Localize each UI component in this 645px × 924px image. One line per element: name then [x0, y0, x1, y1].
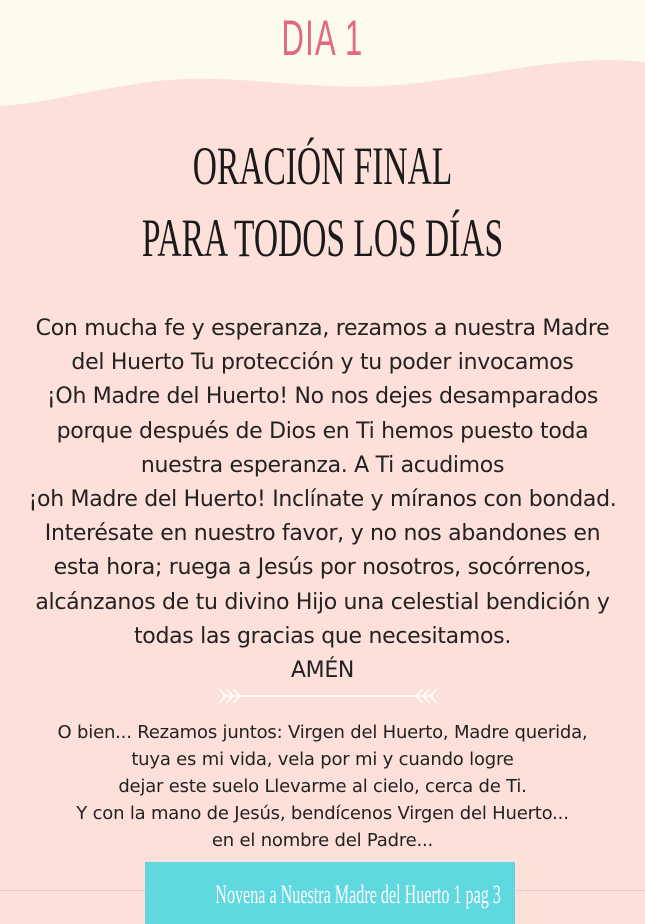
prayer-line: Interésate en nuestro favor, y no nos abandones en — [44, 521, 601, 547]
alt-prayer-line: O bien... Rezamos juntos: Virgen del Huerto, Madre querida, — [57, 722, 588, 743]
alt-prayer-line: tuya es mi vida, vela por mi y cuando logre — [131, 749, 514, 770]
prayer-line: alcánzanos de tu divino Hijo una celestial bendición y — [35, 589, 610, 615]
footer-banner — [145, 862, 515, 924]
final-prayer-text — [0, 312, 645, 688]
prayer-line: ¡oh Madre del Huerto! Inclínate y míranos con bondad. — [28, 487, 617, 513]
alternative-prayer-text — [0, 719, 645, 854]
prayer-heading-line-2: PARA TODOS LOS DÍAS — [141, 208, 504, 268]
alt-prayer-line: en el nombre del Padre... — [211, 830, 434, 851]
prayer-line: porque después de Dios en Ti hemos puesto toda — [56, 418, 589, 444]
amen-line: AMÉN — [290, 658, 355, 684]
prayer-line: ¡Oh Madre del Huerto! No nos dejes desamparados — [46, 384, 599, 410]
prayer-line: esta hora; ruega a Jesús por nosotros, socórrenos, — [53, 555, 592, 581]
alt-prayer-line: Y con la mano de Jesús, bendícenos Virgen del Huerto... — [76, 803, 569, 824]
footer-page-label: Novena a Nuestra Madre del Huerto 1 pag 3 — [215, 880, 501, 909]
arrow-divider-icon — [218, 688, 438, 704]
prayer-line: todas las gracias que necesitamos. — [133, 623, 512, 649]
prayer-line: nuestra esperanza. A Ti acudimos — [140, 452, 505, 478]
alt-prayer-line: dejar este suelo Llevarme al cielo, cerca de Ti. — [118, 776, 527, 797]
day-title: DIA 1 — [281, 10, 364, 66]
prayer-line: Con mucha fe y esperanza, rezamos a nuestra Madre — [35, 316, 610, 341]
prayer-line: del Huerto Tu protección y tu poder invocamos — [71, 350, 574, 376]
prayer-heading-line-1: ORACIÓN FINAL — [192, 136, 453, 196]
